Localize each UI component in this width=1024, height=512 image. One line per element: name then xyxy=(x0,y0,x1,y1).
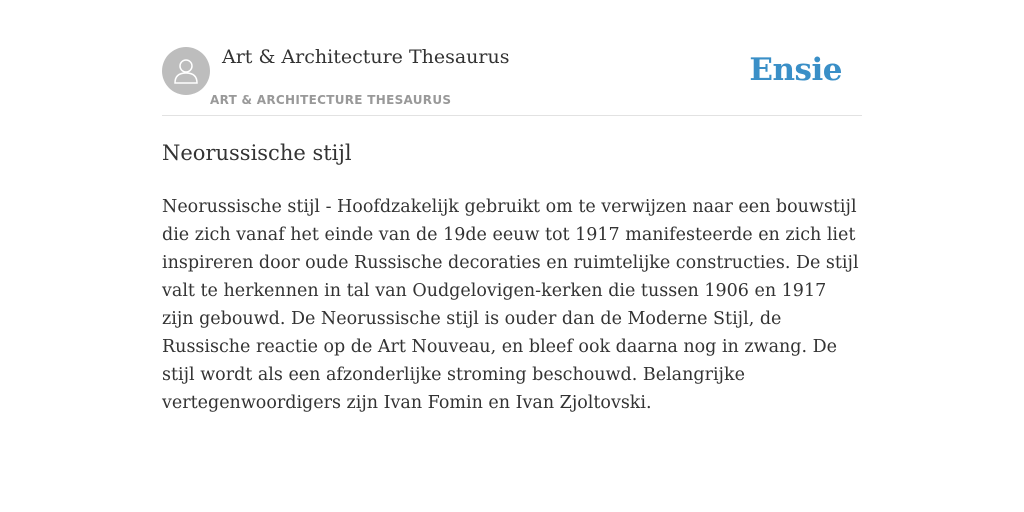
author-subtitle: ART & ARCHITECTURE THESAURUS xyxy=(210,93,452,107)
header xyxy=(162,0,862,116)
brand-logo[interactable]: Ensie xyxy=(749,52,842,88)
avatar[interactable] xyxy=(162,47,210,95)
author-name-link[interactable]: Art & Architecture Thesaurus xyxy=(222,46,510,68)
article-title: Neorussische stijl xyxy=(162,141,352,165)
article-body: Neorussische stijl - Hoofdzakelijk gebruikt om te verwijzen naar een bouwstijl die zich vanaf het einde van de 19de eeuw tot 1917 manifesteerde en zich liet inspireren door oude Russische decoraties en ruimtelijke constructies. De stijl valt te herkennen in tal van Oudgelovigen-kerken die tussen 1906 en 1917 zijn gebouwd. De Neorussische stijl is ouder dan de Moderne Stijl, de Russische reactie op de Art Nouveau, en bleef ook daarna nog in zwang. De stijl wordt als een afzonderlijke stroming beschouwd. Belangrijke vertegenwoordigers zijn Ivan Fomin en Ivan Zjoltovski. xyxy=(162,197,859,413)
user-silhouette-icon xyxy=(171,56,201,86)
